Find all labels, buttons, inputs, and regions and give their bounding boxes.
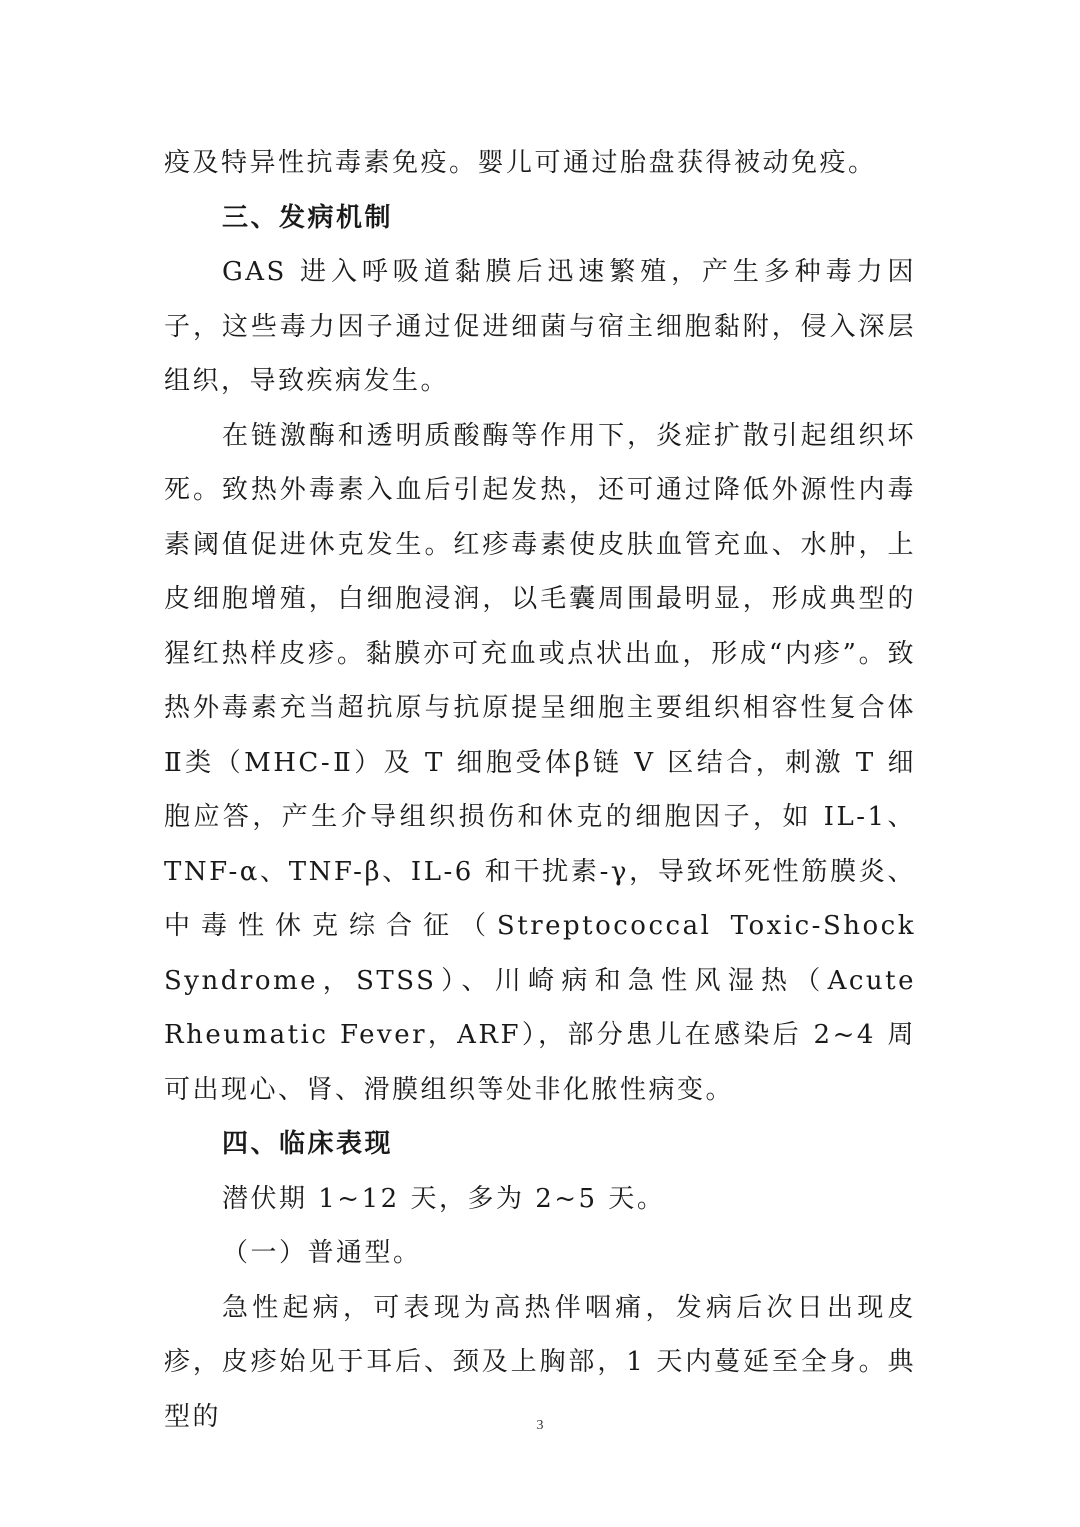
section-heading-pathogenesis: 三、发病机制	[222, 202, 394, 233]
paragraph-mechanism-detail: 在链激酶和透明质酸酶等作用下，炎症扩散引起组织坏死。致热外毒素入血后引起发热，还可通过降低外源性内毒素阈值促进休克发生。红疹毒素使皮肤血管充血、水肿，上皮细胞增殖，白细胞浸润，以毛囊周围最明显，形成典型的猩红热样皮疹。黏膜亦可充血或点状出血，形成“内疹”。致热外毒素充当超抗原与抗原提呈细胞主要组织相容性复合体Ⅱ类（MHC-Ⅱ）及 T 细胞受体β链 V 区结合，刺激 T 细胞应答，产生介导组织损伤和休克的细胞因子，如 IL-1、TNF-α、TNF-β、IL-6 和干扰素-γ，导致坏死性筋膜炎、中毒性休克综合征（Streptococcal Toxic-Shock Syndrome，STSS）、川崎病和急性风湿热（Acute Rheumatic Fever，ARF），部分患儿在感染后 2~4 周可出现心、肾、滑膜组织等处非化脓性病变。	[164, 420, 916, 1105]
subheading-common-type: （一）普通型。	[222, 1238, 422, 1268]
document-body	[164, 136, 916, 1444]
paragraph-common-type: 急性起病，可表现为高热伴咽痛，发病后次日出现皮疹，皮疹始见于耳后、颈及上胸部，1 天内蔓延至全身。典型的	[164, 1292, 916, 1432]
paragraph-gas-entry: GAS 进入呼吸道黏膜后迅速繁殖，产生多种毒力因子，这些毒力因子通过促进细菌与宿主细胞黏附，侵入深层组织，导致疾病发生。	[164, 257, 916, 396]
paragraph-incubation: 潜伏期 1~12 天，多为 2~5 天。	[222, 1183, 666, 1214]
paragraph-continuation: 疫及特异性抗毒素免疫。婴儿可通过胎盘获得被动免疫。	[164, 148, 877, 178]
page-number: 3	[536, 1418, 544, 1433]
section-heading-clinical: 四、临床表现	[222, 1129, 394, 1159]
